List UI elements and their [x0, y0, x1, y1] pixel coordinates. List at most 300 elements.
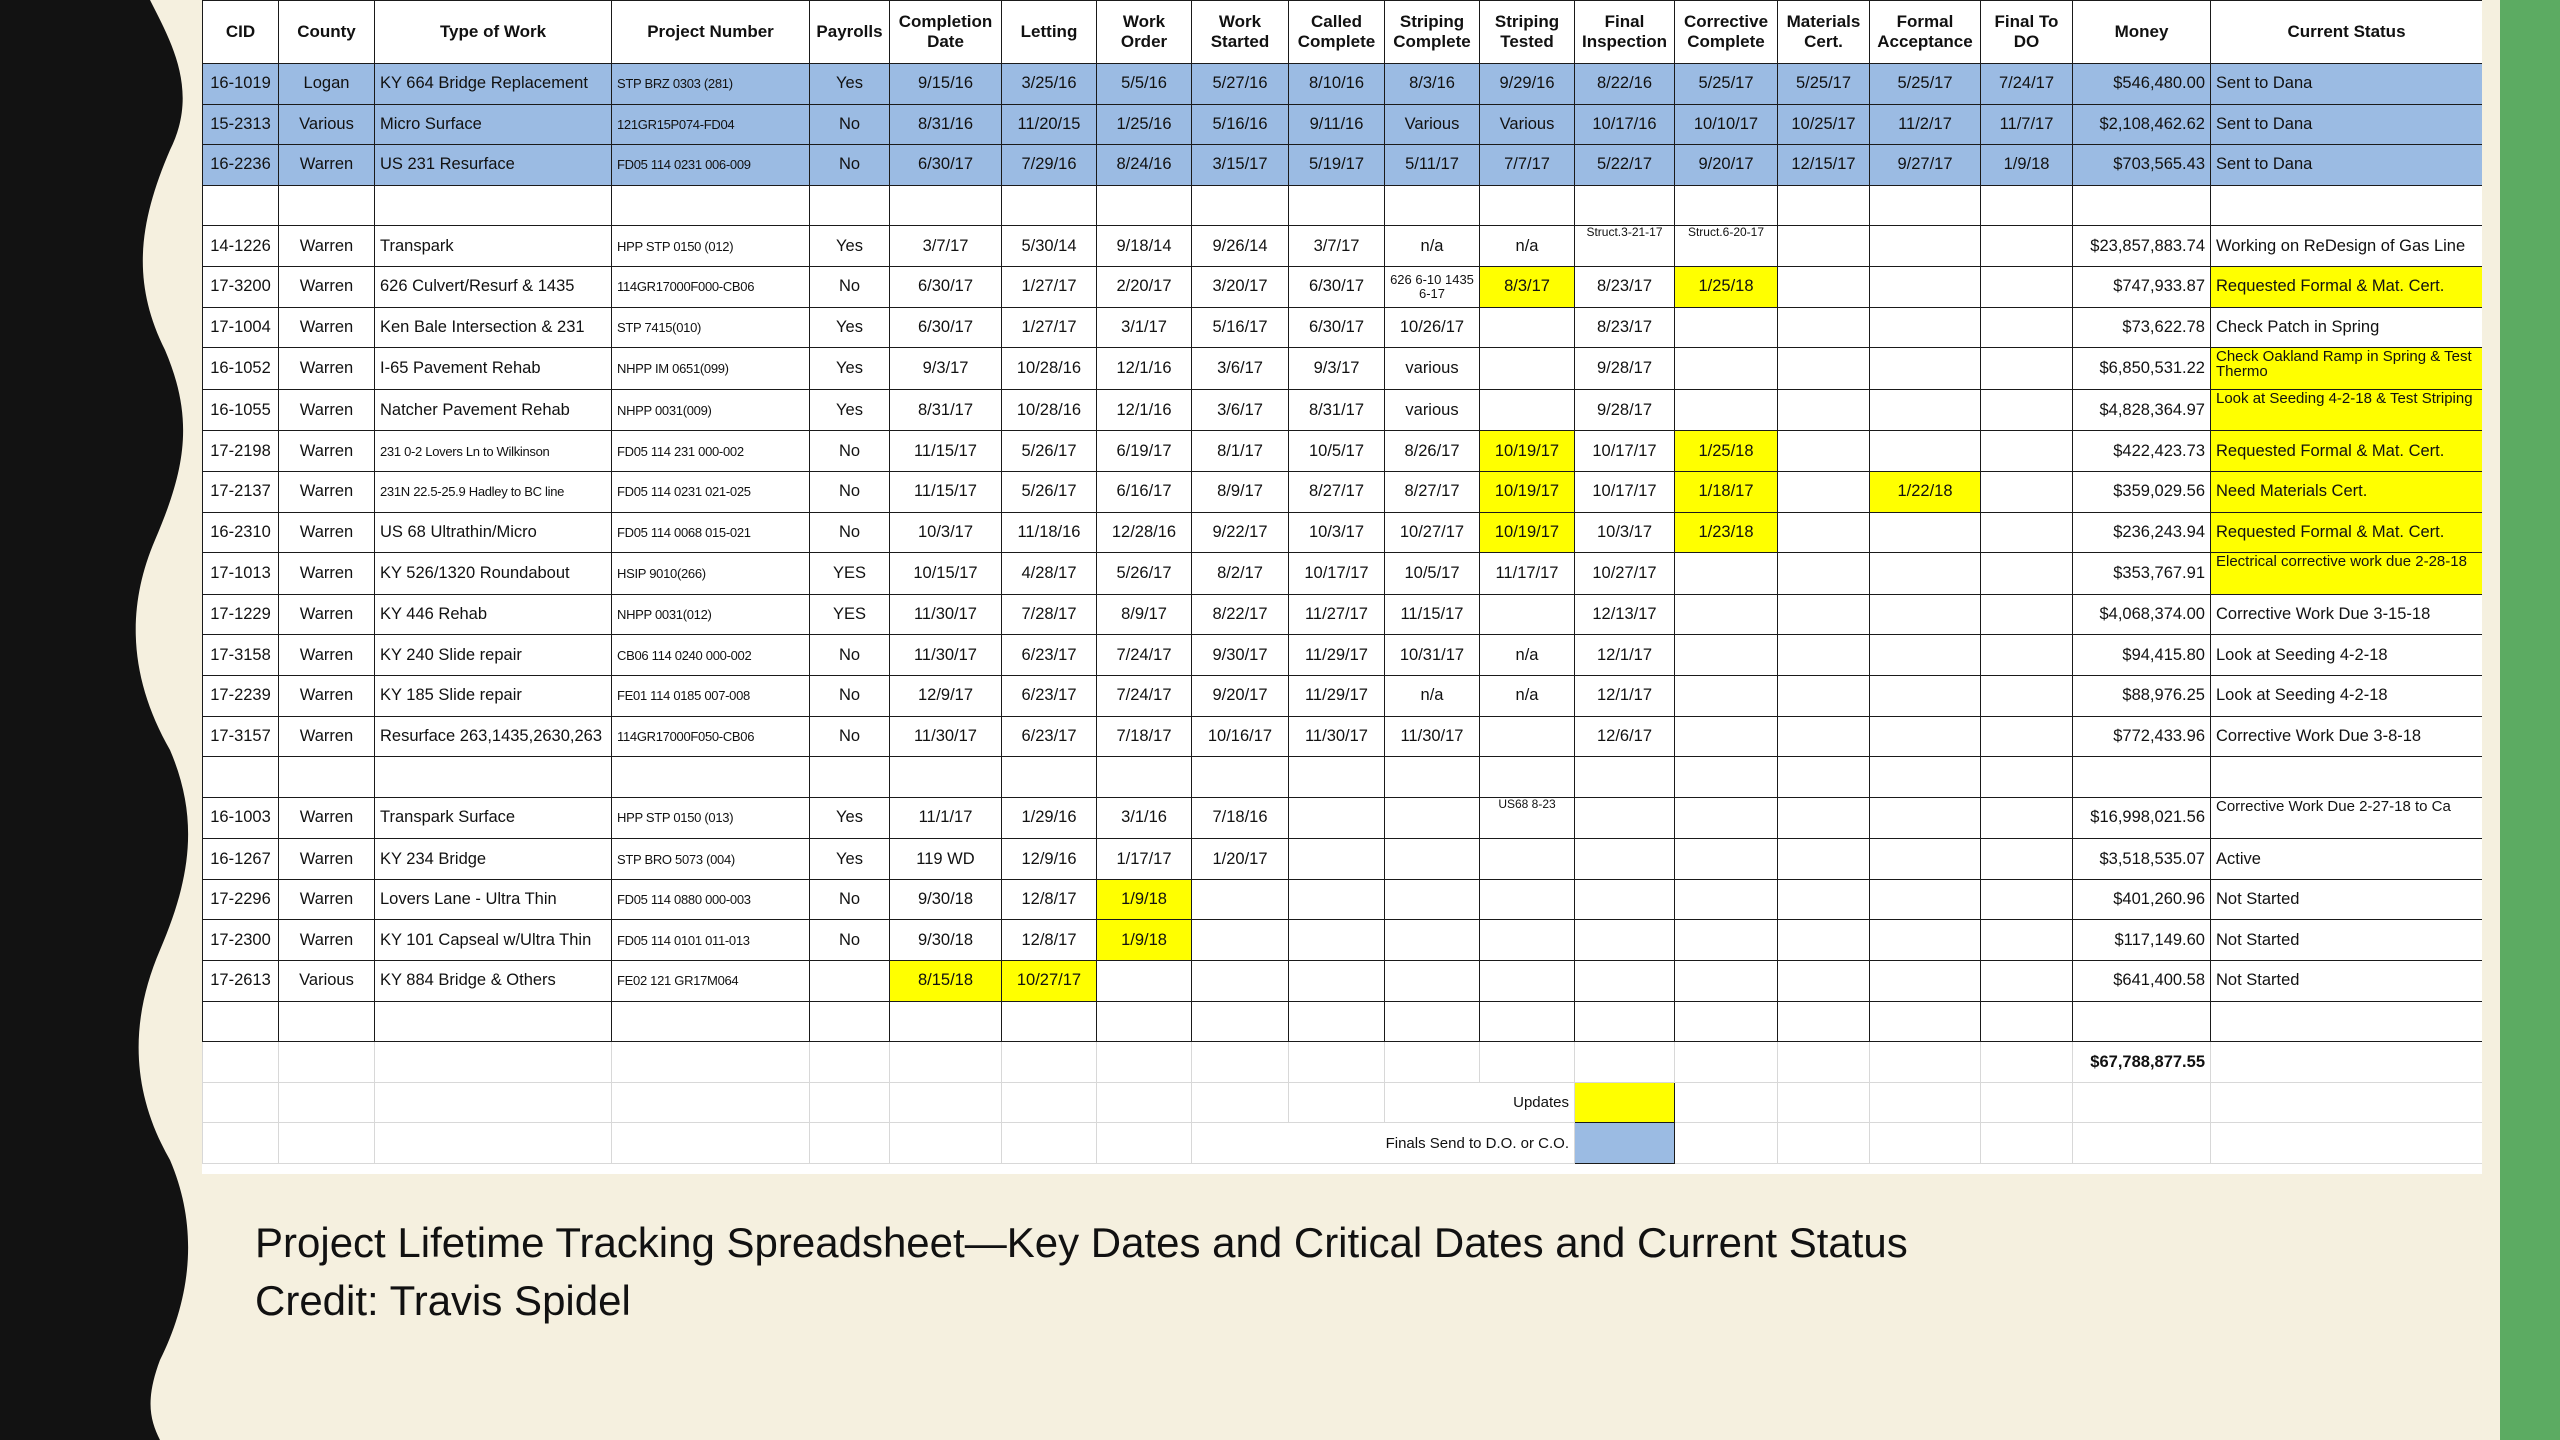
table-row: [203, 471, 2483, 512]
table-cell: [2073, 512, 2211, 553]
table-cell: [612, 104, 810, 145]
cell-text: 12/1/16: [1116, 400, 1172, 419]
cell-text: No: [838, 522, 861, 541]
cell-text: STP 7415(010): [617, 319, 702, 335]
table-cell: [1192, 145, 1289, 186]
table-cell: [1097, 594, 1192, 635]
footer-row: [203, 1123, 2483, 1164]
cell-text: 3/20/17: [1212, 277, 1268, 296]
table-cell: [1385, 389, 1480, 431]
table-cell: [1981, 104, 2073, 145]
cell-text: 9/28/17: [1596, 358, 1653, 377]
table-cell: [810, 145, 890, 186]
table-cell: [279, 266, 375, 307]
cell-text: 231 0-2 Lovers Ln to Wilkinson: [380, 443, 550, 459]
table-cell: [1778, 185, 1870, 226]
cell-text: No: [838, 930, 861, 949]
table-cell: [279, 1042, 375, 1083]
cell-text: Yes: [836, 358, 863, 377]
table-cell: [2073, 635, 2211, 676]
table-cell: [1870, 1082, 1981, 1123]
table-cell: [279, 348, 375, 390]
table-cell: [203, 879, 279, 920]
cell-text: FD05 114 231 000-002: [617, 443, 744, 459]
cell-text: 6/30/17: [917, 317, 974, 336]
table-cell: [2211, 512, 2483, 553]
cell-text: 17-1004: [210, 317, 271, 336]
table-cell: [1675, 1042, 1778, 1083]
cell-text: No: [838, 482, 861, 501]
table-cell: [1385, 185, 1480, 226]
table-cell: [1002, 64, 1097, 105]
table-cell: [203, 961, 279, 1002]
table-cell: [2073, 389, 2211, 431]
table-row: [203, 389, 2483, 431]
table-cell: [1575, 1001, 1675, 1042]
table-cell: [1778, 104, 1870, 145]
table-cell: [1675, 145, 1778, 186]
cell-text: KY 234 Bridge: [380, 849, 487, 868]
cell-text: 8/3/16: [1409, 74, 1455, 93]
cell-text: 11/17/17: [1495, 563, 1559, 582]
cell-text: $747,933.87: [2113, 277, 2205, 296]
cell-note: Struct.6-20-17: [1687, 225, 1765, 240]
table-cell: [810, 1001, 890, 1042]
table-cell: [1575, 226, 1675, 267]
cell-text: 1/23/18: [1698, 522, 1754, 541]
table-cell: [203, 431, 279, 472]
cell-text: Sent to Dana: [2216, 155, 2313, 174]
table-cell: [1480, 185, 1575, 226]
cell-text: No: [838, 441, 861, 460]
cell-text: 11/15/17: [913, 482, 977, 501]
cell-text: Not Started: [2216, 930, 2300, 949]
table-cell: [375, 431, 612, 472]
table-cell: [2211, 1042, 2483, 1083]
cell-text: Yes: [836, 400, 863, 419]
table-cell: [1480, 1042, 1575, 1083]
table-cell: [810, 226, 890, 267]
cell-text: 5/27/16: [1212, 74, 1268, 93]
table-cell: [375, 266, 612, 307]
table-cell: [2073, 104, 2211, 145]
table-cell: [279, 512, 375, 553]
table-cell: [890, 594, 1002, 635]
table-cell: [1480, 920, 1575, 961]
table-cell: [1097, 839, 1192, 880]
table-cell: [1675, 226, 1778, 267]
table-cell: [890, 104, 1002, 145]
table-cell: [890, 226, 1002, 267]
table-cell: [2073, 307, 2211, 348]
table-cell: [1870, 757, 1981, 798]
cell-text: 9/29/16: [1499, 74, 1555, 93]
cell-text: No: [838, 277, 861, 296]
cell-text: 11/30/17: [913, 605, 977, 624]
table-cell: [203, 594, 279, 635]
cell-text: 11/15/17: [1400, 605, 1464, 624]
table-cell: [1870, 348, 1981, 390]
cell-text: 17-2137: [210, 482, 271, 501]
cell-text: NHPP 0031(009): [617, 402, 712, 418]
cell-text: 10/27/17: [1592, 563, 1657, 582]
table-cell: [1480, 961, 1575, 1002]
cell-text: 3/6/17: [1217, 400, 1263, 419]
cell-text: Check Oakland Ramp in Spring & Test Thermo: [2216, 348, 2472, 381]
table-row: [203, 104, 2483, 145]
cell-text: $73,622.78: [2122, 317, 2205, 336]
table-cell: [1870, 145, 1981, 186]
cell-text: KY 884 Bridge & Others: [380, 971, 556, 990]
table-cell: [1870, 635, 1981, 676]
table-row: [203, 553, 2483, 595]
cell-text: Corrective Work Due 3-15-18: [2216, 605, 2431, 624]
cell-text: 11/18/16: [1017, 522, 1081, 541]
table-cell: [1192, 675, 1289, 716]
table-cell: [1002, 635, 1097, 676]
cell-text: 10/17/17: [1592, 482, 1657, 501]
table-cell: [1097, 716, 1192, 757]
cell-text: Natcher Pavement Rehab: [380, 400, 570, 419]
table-cell: [1480, 512, 1575, 553]
table-cell: [1675, 716, 1778, 757]
table-cell: [1097, 879, 1192, 920]
table-cell: [1289, 797, 1385, 839]
cell-text: 10/15/17: [913, 563, 978, 582]
table-cell: [810, 716, 890, 757]
cell-text: 11/29/17: [1304, 645, 1368, 664]
cell-text: n/a: [1515, 645, 1539, 664]
cell-text: $359,029.56: [2113, 482, 2205, 501]
table-cell: [2211, 145, 2483, 186]
table-cell: [1385, 145, 1480, 186]
table-cell: [810, 797, 890, 839]
table-cell: [2073, 145, 2211, 186]
table-cell: [1097, 104, 1192, 145]
table-cell: [1480, 471, 1575, 512]
column-header: Project Number: [612, 1, 810, 64]
table-cell: [1675, 553, 1778, 595]
table-cell: [1870, 431, 1981, 472]
table-cell: [1289, 471, 1385, 512]
cell-text: Various: [299, 971, 354, 990]
table-cell: [1002, 1042, 1097, 1083]
cell-text: 8/3/17: [1504, 277, 1550, 296]
cell-text: $353,767.91: [2113, 563, 2205, 582]
table-cell: [2073, 226, 2211, 267]
table-cell: [1675, 1082, 1778, 1123]
table-cell: [1675, 1001, 1778, 1042]
column-header: Striping Tested: [1480, 1, 1575, 64]
table-cell: [1097, 266, 1192, 307]
table-cell: [375, 145, 612, 186]
table-cell: [1192, 961, 1289, 1002]
cell-text: 15-2313: [210, 114, 271, 133]
cell-text: Various: [1499, 114, 1555, 133]
table-cell: [375, 594, 612, 635]
table-cell: [2211, 594, 2483, 635]
table-cell: [375, 553, 612, 595]
table-cell: [2211, 839, 2483, 880]
cell-text: KY 185 Slide repair: [380, 686, 522, 705]
cell-text: 16-1052: [210, 358, 271, 377]
cell-text: Warren: [299, 808, 354, 827]
cell-text: Warren: [299, 155, 354, 174]
table-cell: [1289, 226, 1385, 267]
table-cell: [1097, 1001, 1192, 1042]
table-cell: [1097, 1042, 1192, 1083]
table-cell: [279, 635, 375, 676]
cell-text: 5/11/17: [1405, 155, 1459, 174]
cell-text: 10/10/17: [1693, 114, 1759, 133]
table-cell: [279, 553, 375, 595]
table-cell: [2073, 961, 2211, 1002]
table-cell: [810, 266, 890, 307]
table-cell: [1097, 226, 1192, 267]
table-cell: [2211, 716, 2483, 757]
cell-text: 3/7/17: [922, 236, 969, 255]
cell-text: Warren: [299, 645, 354, 664]
table-cell: [1870, 1042, 1981, 1083]
cell-text: 12/1/17: [1596, 686, 1653, 705]
cell-text: 10/3/17: [1596, 522, 1653, 541]
table-cell: [1289, 64, 1385, 105]
cell-text: 10/5/17: [1308, 441, 1365, 460]
cell-text: Corrective Work Due 2-27-18 to Ca: [2216, 797, 2451, 815]
table-cell: [810, 675, 890, 716]
table-cell: [1002, 226, 1097, 267]
cell-text: $422,423.73: [2113, 441, 2205, 460]
table-cell: [1097, 145, 1192, 186]
table-cell: [279, 1082, 375, 1123]
table-cell: [1192, 431, 1289, 472]
table-cell: [1778, 757, 1870, 798]
cell-text: 11/15/17: [913, 441, 977, 460]
cell-text: 12/8/17: [1021, 930, 1077, 949]
table-cell: [1778, 1042, 1870, 1083]
table-cell: [1870, 961, 1981, 1002]
table-cell: [1575, 961, 1675, 1002]
table-cell: [2211, 471, 2483, 512]
cell-text: 7/24/17: [1116, 686, 1172, 705]
cell-text: FD05 114 0231 021-025: [617, 484, 751, 500]
table-cell: [1289, 635, 1385, 676]
table-cell: [1480, 879, 1575, 920]
table-cell: [203, 185, 279, 226]
cell-text: 17-3157: [210, 726, 271, 745]
cell-text: Requested Formal & Mat. Cert.: [2216, 522, 2445, 541]
table-cell: [1575, 839, 1675, 880]
table-cell: [1870, 716, 1981, 757]
column-header: Current Status: [2211, 1, 2483, 64]
cell-text: 8/26/17: [1404, 441, 1460, 460]
table-cell: [279, 675, 375, 716]
table-cell: [1289, 307, 1385, 348]
table-cell: [1870, 185, 1981, 226]
cell-text: 11/30/17: [913, 645, 977, 664]
cell-text: 9/11/16: [1309, 114, 1364, 133]
table-row: [203, 512, 2483, 553]
cell-text: FD05 114 0880 000-003: [617, 892, 751, 908]
cell-text: 6/30/17: [917, 155, 974, 174]
table-cell: [1192, 104, 1289, 145]
table-cell: [1385, 64, 1480, 105]
table-cell: [1778, 431, 1870, 472]
table-cell: [203, 1123, 279, 1164]
table-cell: [810, 1042, 890, 1083]
table-cell: [1981, 1042, 2073, 1083]
table-cell: [1385, 104, 1480, 145]
table-cell: [1480, 635, 1575, 676]
table-cell: [2073, 879, 2211, 920]
table-cell: [1480, 431, 1575, 472]
cell-text: 9/3/17: [1313, 358, 1360, 377]
cell-text: 6/23/17: [1021, 726, 1077, 745]
table-cell: [2211, 553, 2483, 595]
table-cell: [279, 757, 375, 798]
cell-text: 16-1003: [210, 808, 271, 827]
cell-text: Requested Formal & Mat. Cert.: [2216, 441, 2445, 460]
cell-text: No: [838, 155, 861, 174]
table-cell: [1778, 797, 1870, 839]
cell-text: No: [838, 645, 861, 664]
table-cell: [203, 920, 279, 961]
table-cell: [1385, 961, 1480, 1002]
table-cell: [1385, 471, 1480, 512]
cell-text: 6/30/17: [1308, 317, 1365, 336]
cell-text: 9/18/14: [1116, 236, 1172, 255]
cell-text: 17-2613: [210, 971, 271, 990]
cell-text: Yes: [836, 808, 863, 827]
cell-text: Warren: [299, 605, 354, 624]
cell-text: 1/9/18: [1121, 890, 1167, 909]
cell-text: KY 664 Bridge Replacement: [380, 74, 588, 93]
table-cell: [1480, 266, 1575, 307]
table-cell: [1675, 64, 1778, 105]
table-cell: [1675, 104, 1778, 145]
table-cell: [890, 839, 1002, 880]
table-cell: [1675, 879, 1778, 920]
cell-text: $3,518,535.07: [2099, 849, 2205, 868]
table-cell: [375, 1042, 612, 1083]
cell-text: $117,149.60: [2114, 930, 2205, 949]
cell-text: HPP STP 0150 (012): [617, 238, 734, 254]
column-header: Formal Acceptance: [1870, 1, 1981, 64]
table-cell: [1575, 716, 1675, 757]
table-cell: [1575, 307, 1675, 348]
table-cell: [1480, 675, 1575, 716]
cell-text: $236,243.94: [2113, 522, 2205, 541]
table-cell: [1097, 471, 1192, 512]
table-cell: [810, 431, 890, 472]
cell-text: Various: [299, 114, 354, 133]
table-cell: [203, 839, 279, 880]
cell-text: 5/26/17: [1116, 563, 1172, 582]
cell-text: 12/6/17: [1596, 726, 1653, 745]
table-cell: [1778, 226, 1870, 267]
cell-text: n/a: [1515, 236, 1539, 255]
table-cell: [1385, 635, 1480, 676]
table-cell: [375, 675, 612, 716]
table-cell: [1097, 389, 1192, 431]
table-cell: [1778, 961, 1870, 1002]
cell-text: 8/31/17: [917, 400, 974, 419]
table-cell: [375, 635, 612, 676]
cell-text: 17-2300: [210, 930, 271, 949]
table-cell: [2073, 64, 2211, 105]
table-cell: [375, 512, 612, 553]
table-cell: [1289, 716, 1385, 757]
cell-text: 8/31/16: [917, 114, 974, 133]
table-cell: [1778, 348, 1870, 390]
cell-text: 114GR17000F000-CB06: [617, 279, 755, 295]
cell-text: Check Patch in Spring: [2216, 317, 2380, 336]
cell-text: 3/7/17: [1313, 236, 1360, 255]
table-cell: [1385, 716, 1480, 757]
cell-text: FD05 114 0101 011-013: [617, 932, 750, 948]
table-cell: [1981, 594, 2073, 635]
table-cell: [1870, 471, 1981, 512]
table-cell: [1870, 1001, 1981, 1042]
cell-text: 12/8/17: [1021, 890, 1077, 909]
table-cell: [203, 145, 279, 186]
cell-text: 17-2296: [210, 890, 271, 909]
table-cell: [810, 635, 890, 676]
table-cell: [1480, 757, 1575, 798]
cell-text: Corrective Work Due 3-8-18: [2216, 726, 2422, 745]
cell-text: 16-1055: [210, 400, 271, 419]
table-cell: [1675, 839, 1778, 880]
table-cell: [1192, 635, 1289, 676]
cell-text: Various: [1404, 114, 1460, 133]
table-cell: [2211, 1082, 2483, 1123]
table-cell: [1778, 716, 1870, 757]
table-cell: [1575, 512, 1675, 553]
table-cell: [1778, 512, 1870, 553]
table-cell: [2211, 64, 2483, 105]
spacer-row: [203, 757, 2483, 798]
table-cell: [375, 920, 612, 961]
table-cell: [375, 1123, 612, 1164]
cell-text: HPP STP 0150 (013): [617, 810, 734, 826]
cell-text: 1/17/17: [1116, 849, 1172, 868]
cell-text: Warren: [299, 317, 354, 336]
table-cell: [810, 307, 890, 348]
cell-text: Sent to Dana: [2216, 74, 2313, 93]
table-cell: [612, 797, 810, 839]
cell-text: $16,998,021.56: [2090, 808, 2205, 827]
cell-text: $94,415.80: [2122, 645, 2205, 664]
cell-text: 11/2/17: [1898, 114, 1952, 133]
table-cell: [279, 104, 375, 145]
cell-text: 5/25/17: [1795, 74, 1852, 93]
table-cell: [810, 185, 890, 226]
cell-text: Look at Seeding 4-2-18 & Test Striping: [2216, 389, 2473, 407]
cell-text: 8/15/18: [917, 971, 974, 990]
table-cell: [1480, 839, 1575, 880]
table-row: [203, 797, 2483, 839]
table-cell: [612, 920, 810, 961]
cell-text: 8/9/17: [1121, 605, 1167, 624]
table-cell: [279, 594, 375, 635]
cell-text: 3/6/17: [1217, 358, 1263, 377]
cell-text: 119 WD: [916, 849, 975, 868]
table-cell: [279, 64, 375, 105]
table-cell: [1981, 512, 2073, 553]
table-cell: [1981, 961, 2073, 1002]
table-cell: [1870, 879, 1981, 920]
table-cell: [1675, 431, 1778, 472]
